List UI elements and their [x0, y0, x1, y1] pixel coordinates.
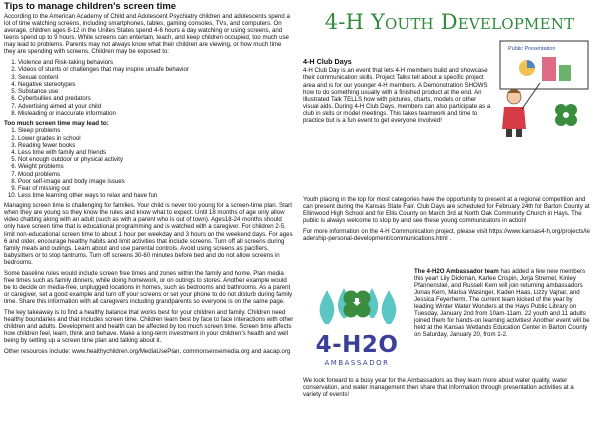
- list-item: 4. Negative stereotypes: [18, 81, 294, 88]
- presenter-leg-icon: [506, 129, 512, 137]
- list-item: 10. Less time learning other ways to relax and have fun: [18, 192, 294, 199]
- ambassador-closing: [303, 377, 593, 398]
- presentation-board-label: Public Presentation: [508, 46, 556, 52]
- ambassador-paragraph: [414, 268, 594, 338]
- logo-subtitle: AMBASSADOR: [324, 359, 390, 367]
- list-item: 1. Sleep problems: [18, 127, 294, 134]
- board-bar-icon: [559, 65, 571, 81]
- public-presentation-illustration: [496, 37, 593, 139]
- list-item: 6. Cyberbullies and predators: [18, 95, 294, 102]
- list-item: 3. Sexual content: [18, 74, 294, 81]
- youth-development-column: [303, 0, 596, 424]
- board-bar-icon: [542, 57, 556, 81]
- 4h2o-ambassador-logo: [305, 274, 409, 374]
- intro-paragraph: According to the American Academy of Child and Adolescent Psychiatry children and adolescents spend a lot of time watching screens, including smartphones, tables, gaming consoles, TVs, and computers. On average, children ages 8-12 in the Unites States spend 4-6 hours a day watching or using screens, and teens spend up to 9 hours. While screens can entertain, teach, and keep children occupied, too much use may lead to problems. Parents may not always know what their children are viewing, or how much time they are spending with screens. Children may be exposed to:: [4, 13, 290, 56]
- list-item: 7. Advertising aimed at your child: [18, 103, 294, 110]
- list-item: 3. Reading fewer books: [18, 142, 294, 149]
- club-days-heading: 4-H Club Days: [303, 57, 352, 66]
- exposure-list: [4, 59, 294, 117]
- presenter-leg-icon: [516, 129, 522, 137]
- club-days-paragraph: 4-H Club Day is an event that lets 4-H members build and showcase their communication skills. Project Talks tell about a specific project area and is for our younger 4-H members. A Demonstration SHOWS how to do something usually with a finished product at the end. An Illustrated Talk TELLS how with pictures, charts, models or other visual aids. During 4-H Club Days, members can also participate as a club in skits or model meetings. This takes teamwork and time to practice but is a fun event to get everyone involved!: [303, 67, 491, 124]
- ambassador-section: [414, 268, 594, 338]
- problems-list: [4, 127, 294, 199]
- more-info-paragraph: For more information on the 4-H Communication project, please visit https://www.kansas4-h.org/projects/leadership-personal-development/communications.html .: [303, 228, 590, 243]
- ambassador-body: has added a few new members this year! Lily Dickman, Karlee Crispin, Jorja Stremel, Kinley Pfannenstiel, and Russell Kern will join returning ambassadors Jonas Kern, Marisa Wasinger, Kaden Haas, Lizzy Vajnar, and Jessica Feyerherm. The current team kicked of the year by leading Winter Water Wonders at the Hays Public Library on Tuesday, January 2nd from 10am-11am. 22 youth and 11 adults joined them for hands-on learning activities! Another event will be held at the Kansas Wetlands Education Center in Barton County on Saturday, January 20, from 1-2.: [414, 268, 590, 339]
- ambassador-closing-paragraph: We look forward to a busy year for the Ambassadors as they learn more about water quality, water conservation, and water management then share that information through presentation activities at a variety of events!: [303, 377, 574, 399]
- list-item: 1. Violence and Risk-taking behaviors: [18, 59, 294, 66]
- club-days-paragraph-2: Youth placing in the top for most categories have the opportunity to present at a regional competition and can present during the Kansas State Fair. Club Days are scheduled for February 24th for Barton County at Ellinwood High School and for Ellis County on March 3rd at North Oak Community Church in Hays. The public is always welcome to stop by and see these young communicators in action!: [303, 196, 590, 225]
- screen-time-column: [4, 0, 294, 424]
- presenter-hair-icon: [507, 89, 521, 93]
- list-item: 4. Less time with family and friends: [18, 149, 294, 156]
- clover-emblem-icon: [555, 104, 577, 126]
- water-drop-clover-icon: [305, 274, 409, 334]
- list-item: 2. Videos of stunts or challenges that may inspire unsafe behavior: [18, 66, 294, 73]
- club-days-section: [303, 58, 493, 124]
- list-item: 6. Weight problems: [18, 163, 294, 170]
- list-item: 5. Not enough outdoor or physical activity: [18, 156, 294, 163]
- ambassador-lead: The 4-H2O Ambassador team: [414, 268, 499, 275]
- list-item: 8. Poor self-image and body image issues: [18, 178, 294, 185]
- list-item: 2. Lower grades in school: [18, 135, 294, 142]
- rules-paragraph: Some baseline rules would include screen free times and zones within the family and home. Plan media free times such as family dinners, while doing homework, or on outings to stores. Another example would be to decide on media-free, unplugged locations in homes, such as bedrooms and bathrooms. As a parent or caregiver, set a good example and turn off your screens or set your phone to do not disturb during family time. Share this information with all caregivers including grandparents so everyone is on the same page.: [4, 269, 293, 305]
- tips-heading: Tips to manage children's screen time: [4, 1, 177, 12]
- resources-paragraph: Other resources include: www.healthychildren.org/MediaUsePlan, commonsensemedia.org and aacap.org: [4, 348, 291, 356]
- list-item: 8. Misleading or inaccurate information: [18, 110, 294, 117]
- list-item: 9. Fear of missing out: [18, 185, 294, 192]
- list-item: 7. Mood problems: [18, 171, 294, 178]
- lead-heading: Too much screen time may lead to:: [4, 119, 109, 127]
- club-days-continued: [303, 196, 593, 246]
- presenter-body-icon: [502, 107, 526, 129]
- list-item: 5. Substance use: [18, 88, 294, 95]
- manage-paragraph: Managing screen time is challenging for families. Your child is never too young for a screen-time plan. Start when they are young so they know the rules and know what to expect. Until 18 months of age only allow video chatting along with an adult (such as with a parent who is out of town). Ages18-24 months should only have screen time that is educational programming and is watched with a caregiver. For children 2-5, limit non-educational screen time to about 1 hour per weekday and 3 hours on the weekend days. For ages 6 and older, encourage healthy habits and limit activities that include screens. Turn off all screens during family meals and outings. Learn about and use parental controls. Avoid using screens as pacifiers, babysitters or to stop tantrums. Turn off screens 30-60 minutes before bed and do not allow screens in bedrooms.: [4, 202, 293, 266]
- page-title: 4-H Youth Development: [324, 10, 575, 34]
- logo-wordmark: 4-H2O: [315, 332, 399, 358]
- takeaway-paragraph: The key takeaway is to find a healthy balance that works best for your children and family. Children need healthy boundaries and that includes screen time. Children learn best by face to face interactions with other children and adults. Development and health can be affected by too much screen time. Screen time affects how children feel, learn, think and behave. Make a long-term investment in your children's health and well being by setting up a screen time plan and talking about it.: [4, 309, 294, 345]
